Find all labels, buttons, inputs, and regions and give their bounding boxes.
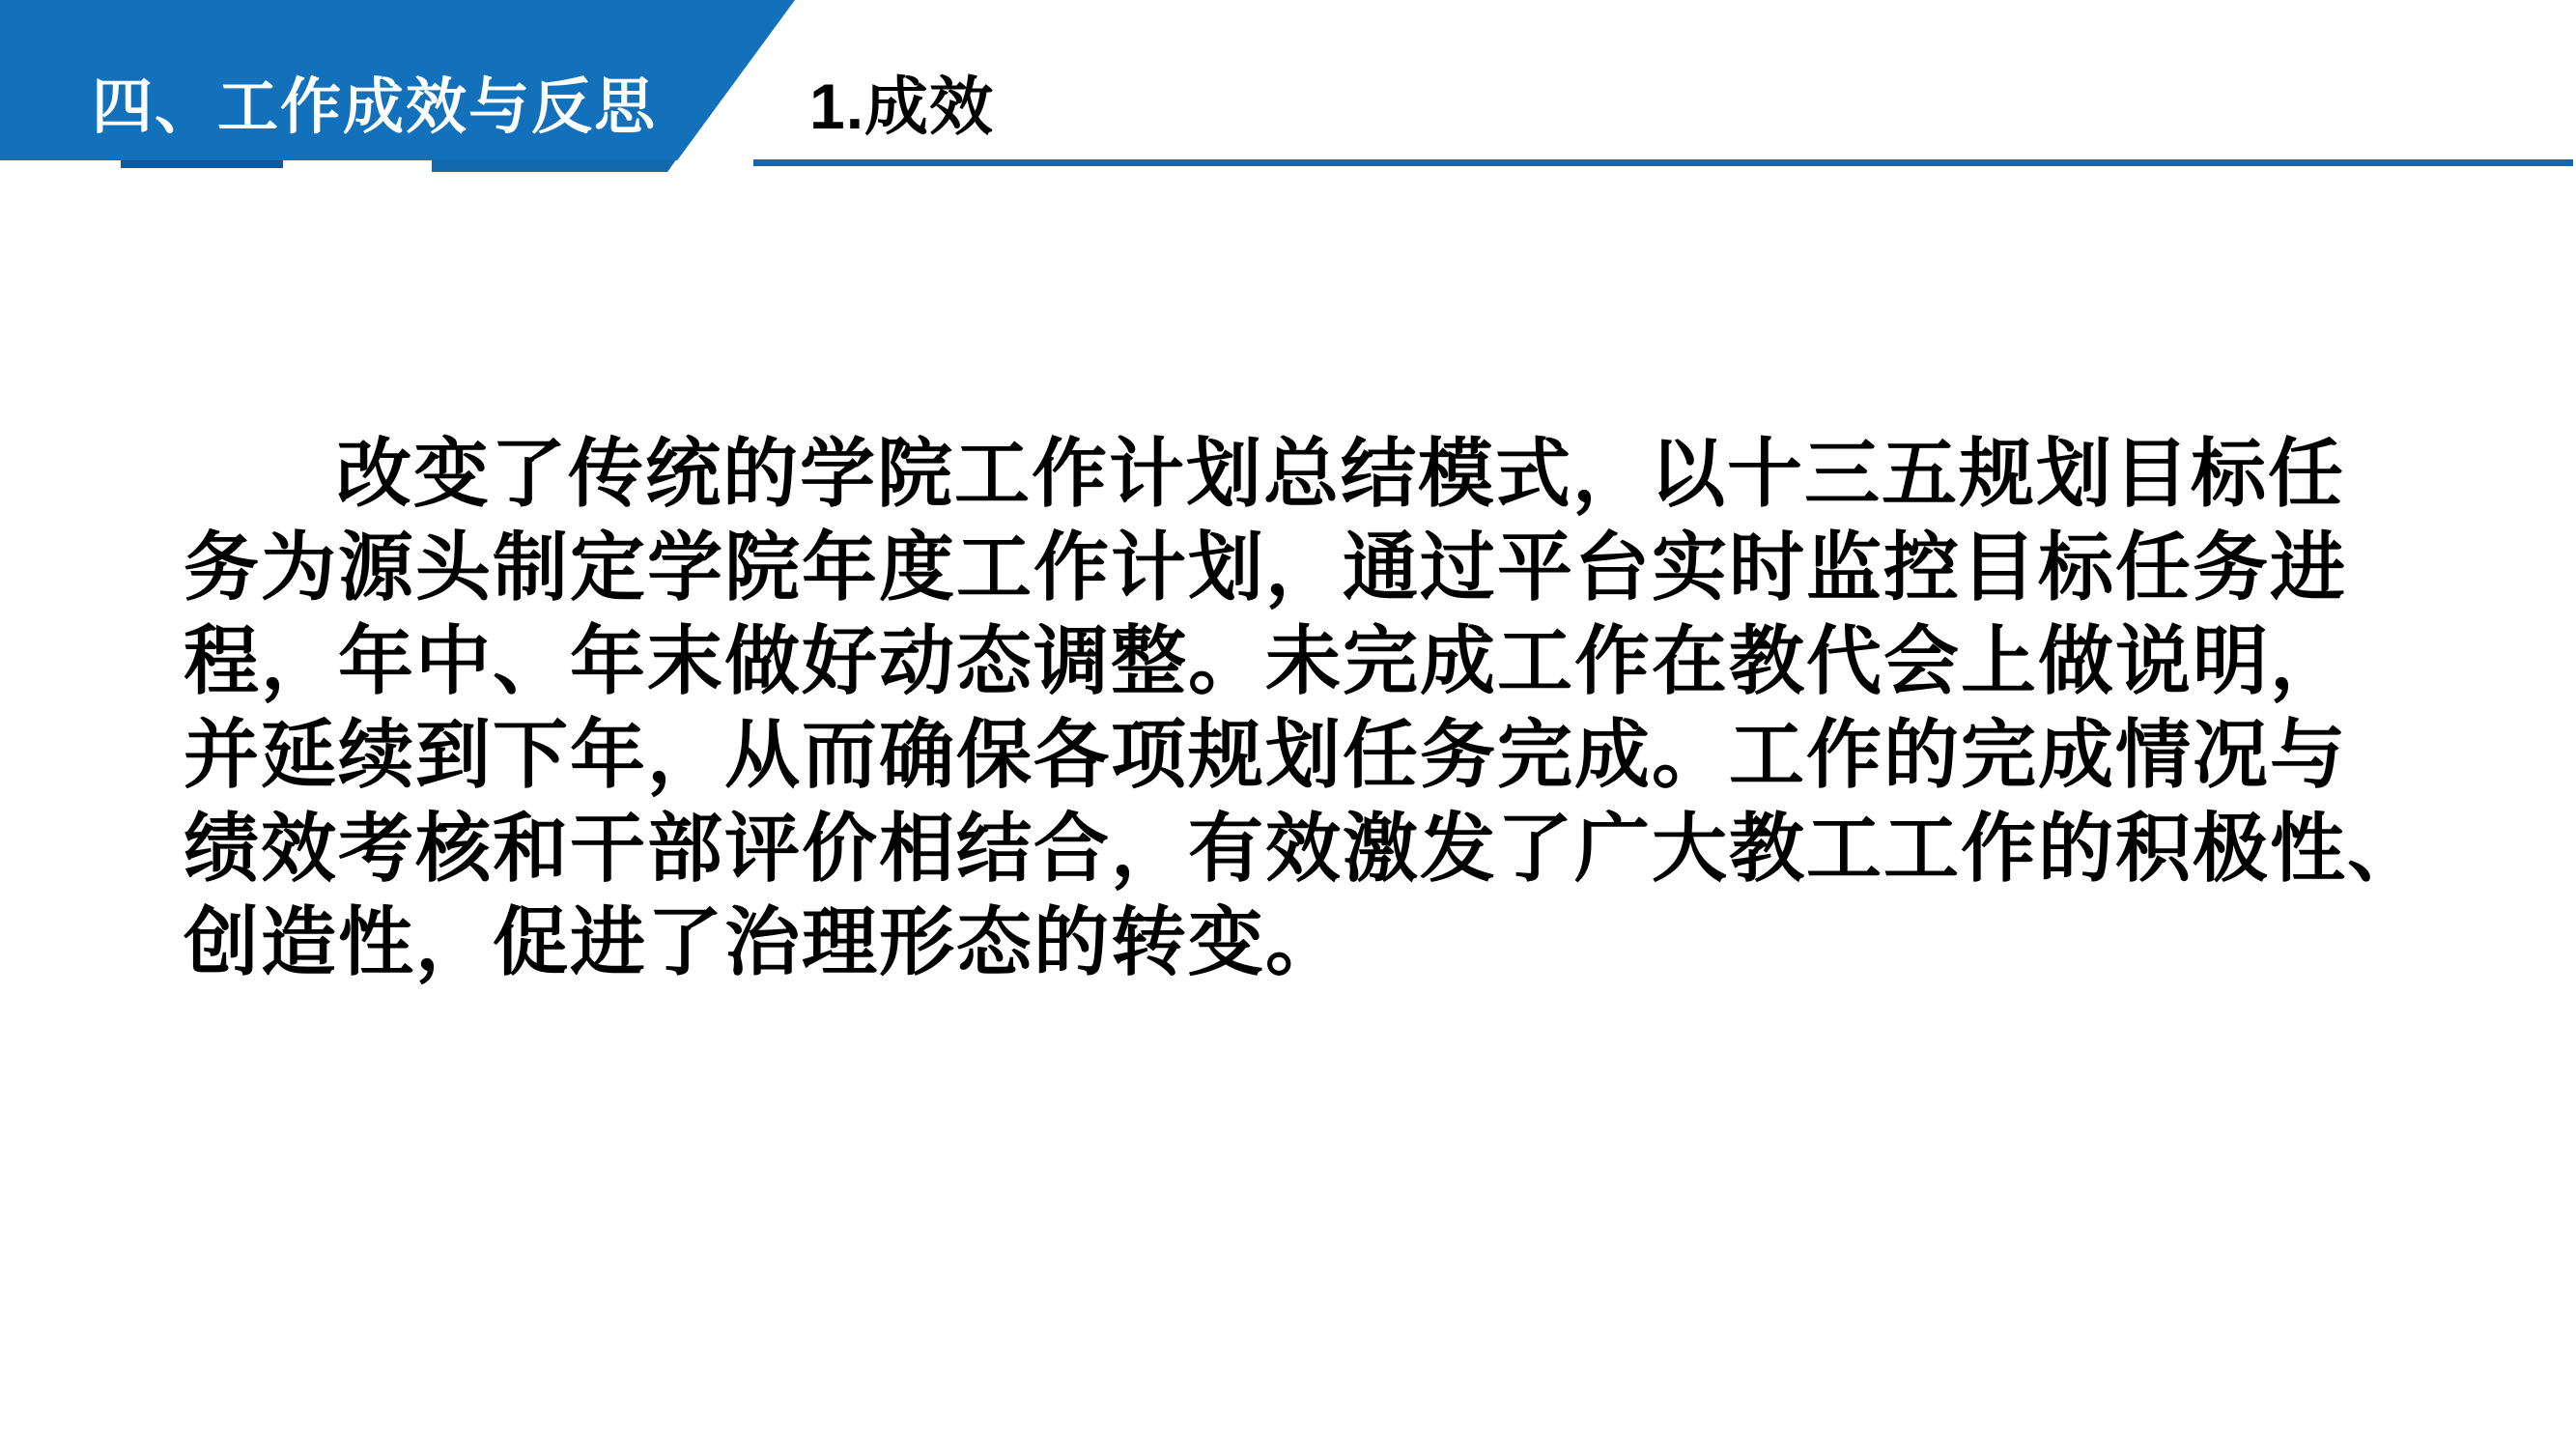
banner-title: 四、工作成效与反思 (92, 73, 657, 141)
body-text-line: 绩效考核和干部评价相结合，有效激发了广大教工工作的积极性、 (184, 806, 2425, 891)
banner-bottom-edge (432, 158, 677, 172)
section-title: 1.成效 (809, 71, 995, 142)
body-paragraph (184, 427, 2425, 989)
body-text-line: 改变了传统的学院工作计划总结模式，以十三五规划目标任 (336, 431, 2346, 516)
body-text-line: 务为源头制定学院年度工作计划，通过平台实时监控目标任务进 (184, 525, 2348, 610)
section-title-underline (753, 159, 2573, 166)
body-text-line: 并延续到下年，从而确保各项规划任务完成。工作的完成情况与 (184, 712, 2348, 797)
body-text-line: 程，年中、年末做好动态调整。未完成工作在教代会上做说明， (184, 618, 2348, 703)
body-text-line: 创造性，促进了治理形态的转变。 (184, 899, 1344, 984)
